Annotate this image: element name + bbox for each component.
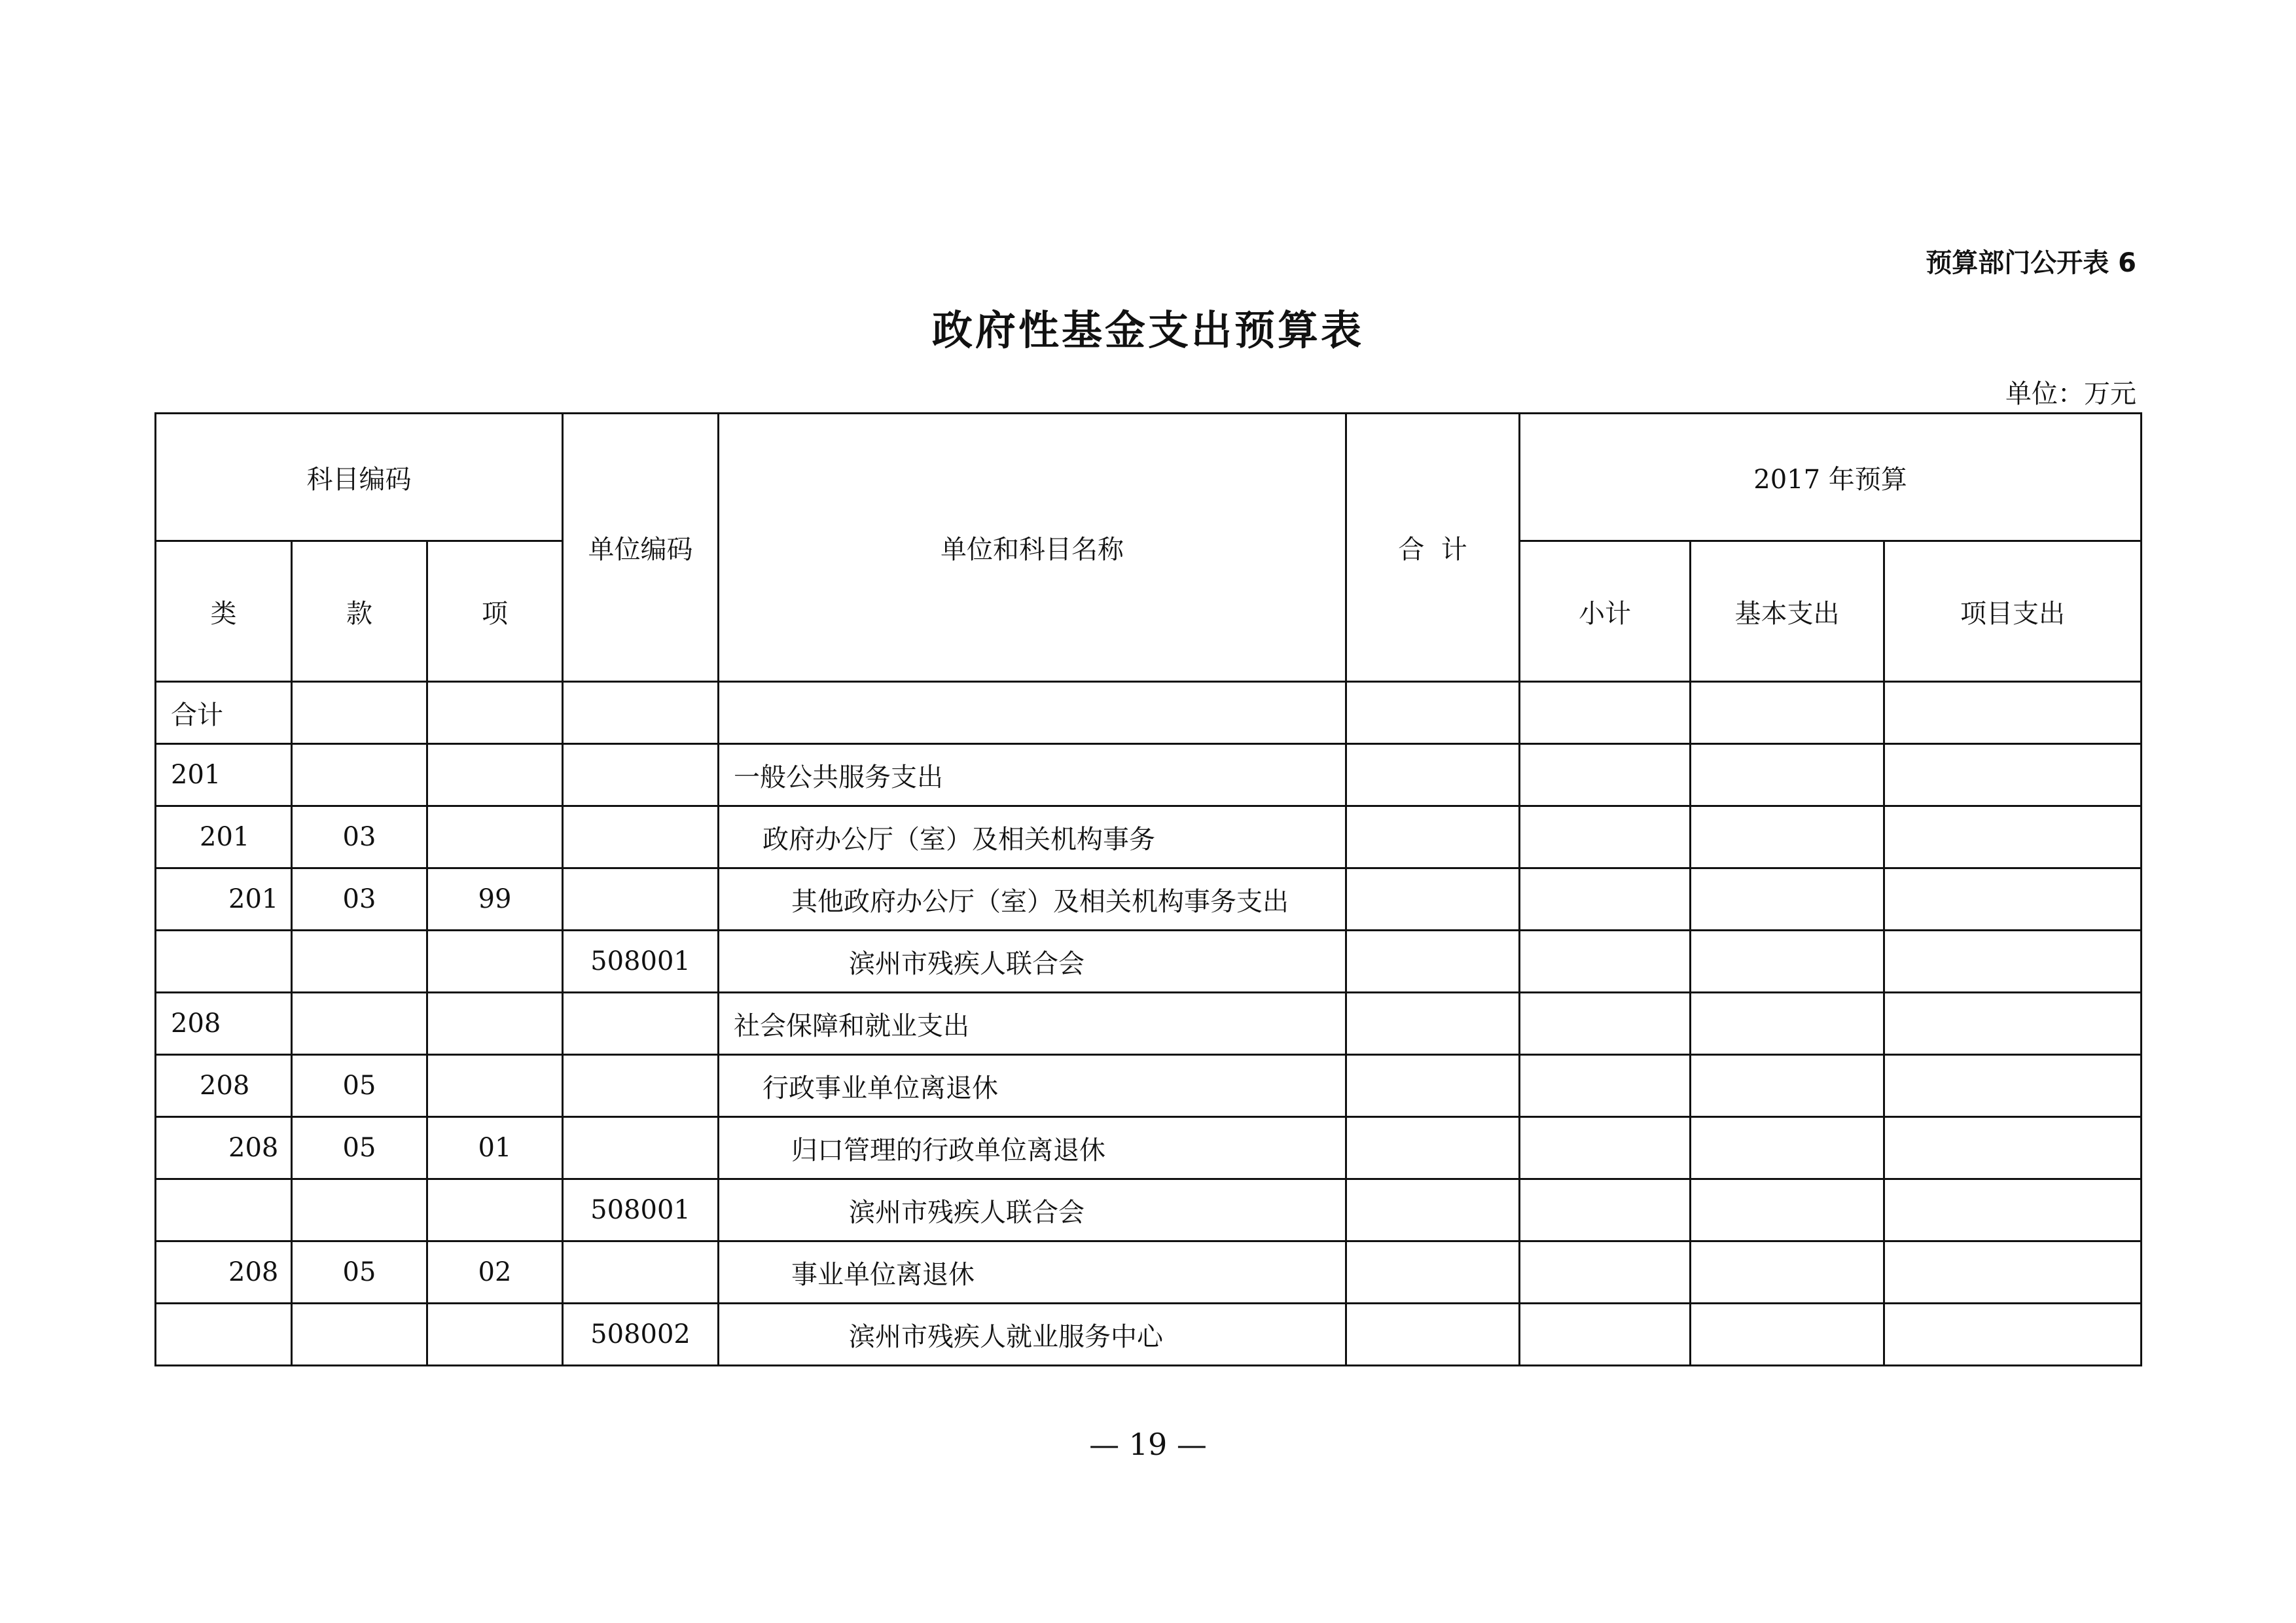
cell-unit-code <box>563 806 719 868</box>
cell-subtotal <box>1520 1304 1691 1366</box>
cell-section <box>292 993 427 1055</box>
table-row <box>156 1179 2142 1241</box>
cell-subtotal <box>1520 868 1691 931</box>
cell-project <box>1884 931 2142 993</box>
cell-basic <box>1691 1241 1884 1304</box>
cell-subtotal <box>1520 1117 1691 1179</box>
cell-section: 03 <box>292 868 427 931</box>
cell-name: 事业单位离退休 <box>719 1241 1346 1304</box>
cell-unit-code <box>563 1055 719 1117</box>
cell-item: 02 <box>427 1241 563 1304</box>
cell-name: 滨州市残疾人就业服务中心 <box>719 1304 1346 1366</box>
cell-section <box>292 1179 427 1241</box>
cell-total <box>1346 993 1520 1055</box>
cell-basic <box>1691 1055 1884 1117</box>
cell-unit-code <box>563 993 719 1055</box>
cell-name: 一般公共服务支出 <box>719 744 1346 806</box>
header-section: 款 <box>292 541 427 682</box>
cell-project <box>1884 1117 2142 1179</box>
table-row <box>156 868 2142 931</box>
header-unit-subject-name: 单位和科目名称 <box>719 414 1346 682</box>
table-row <box>156 931 2142 993</box>
table-row <box>156 1241 2142 1304</box>
header-budget-year: 2017 年预算 <box>1520 414 2142 541</box>
cell-project <box>1884 868 2142 931</box>
cell-basic <box>1691 993 1884 1055</box>
cell-name: 社会保障和就业支出 <box>719 993 1346 1055</box>
cell-total <box>1346 1241 1520 1304</box>
cell-item <box>427 1304 563 1366</box>
header-category: 类 <box>156 541 292 682</box>
header-basic-expenditure: 基本支出 <box>1691 541 1884 682</box>
cell-category: 208 <box>156 1241 292 1304</box>
cell-unit-code <box>563 1117 719 1179</box>
cell-item <box>427 1055 563 1117</box>
cell-category <box>156 931 292 993</box>
cell-item: 01 <box>427 1117 563 1179</box>
cell-unit-code <box>563 744 719 806</box>
cell-project <box>1884 1241 2142 1304</box>
cell-total <box>1346 1117 1520 1179</box>
cell-item <box>427 993 563 1055</box>
cell-basic <box>1691 744 1884 806</box>
header-total: 合 计 <box>1346 414 1520 682</box>
cell-total <box>1346 868 1520 931</box>
table-row <box>156 682 2142 744</box>
cell-subtotal <box>1520 1241 1691 1304</box>
cell-item <box>427 1179 563 1241</box>
cell-unit-code: 508001 <box>563 1179 719 1241</box>
cell-project <box>1884 1179 2142 1241</box>
table-row <box>156 744 2142 806</box>
cell-name: 滨州市残疾人联合会 <box>719 1179 1346 1241</box>
cell-project <box>1884 1055 2142 1117</box>
cell-item <box>427 682 563 744</box>
cell-total <box>1346 744 1520 806</box>
cell-subtotal <box>1520 744 1691 806</box>
cell-basic <box>1691 1117 1884 1179</box>
cell-category: 201 <box>156 868 292 931</box>
table-row <box>156 1304 2142 1366</box>
cell-section: 05 <box>292 1241 427 1304</box>
cell-unit-code <box>563 682 719 744</box>
cell-section: 05 <box>292 1117 427 1179</box>
cell-category: 208 <box>156 1117 292 1179</box>
table-row <box>156 1055 2142 1117</box>
cell-name: 政府办公厅（室）及相关机构事务 <box>719 806 1346 868</box>
cell-total <box>1346 1304 1520 1366</box>
cell-subtotal <box>1520 806 1691 868</box>
cell-item <box>427 806 563 868</box>
cell-project <box>1884 744 2142 806</box>
cell-category <box>156 1179 292 1241</box>
cell-name <box>719 682 1346 744</box>
cell-section <box>292 744 427 806</box>
header-unit-code: 单位编码 <box>563 414 719 682</box>
cell-total <box>1346 931 1520 993</box>
cell-name: 归口管理的行政单位离退休 <box>719 1117 1346 1179</box>
cell-project <box>1884 993 2142 1055</box>
cell-basic <box>1691 806 1884 868</box>
cell-unit-code: 508002 <box>563 1304 719 1366</box>
cell-name: 滨州市残疾人联合会 <box>719 931 1346 993</box>
cell-project <box>1884 1304 2142 1366</box>
cell-total <box>1346 1179 1520 1241</box>
cell-section <box>292 931 427 993</box>
cell-basic <box>1691 682 1884 744</box>
table-row <box>156 993 2142 1055</box>
cell-subtotal <box>1520 682 1691 744</box>
cell-basic <box>1691 931 1884 993</box>
table-body <box>156 414 2142 1366</box>
table-row <box>156 1117 2142 1179</box>
cell-total <box>1346 1055 1520 1117</box>
cell-category <box>156 1304 292 1366</box>
unit-label: 单位：万元 <box>2005 379 2136 409</box>
cell-section: 03 <box>292 806 427 868</box>
cell-subtotal <box>1520 1055 1691 1117</box>
cell-category: 201 <box>156 744 292 806</box>
cell-project <box>1884 806 2142 868</box>
cell-category: 208 <box>156 1055 292 1117</box>
cell-subtotal <box>1520 1179 1691 1241</box>
budget-table <box>154 412 2142 1366</box>
header-project-expenditure: 项目支出 <box>1884 541 2142 682</box>
cell-section: 05 <box>292 1055 427 1117</box>
cell-subtotal <box>1520 931 1691 993</box>
cell-name: 其他政府办公厅（室）及相关机构事务支出 <box>719 868 1346 931</box>
cell-item <box>427 744 563 806</box>
cell-total <box>1346 806 1520 868</box>
cell-unit-code: 508001 <box>563 931 719 993</box>
cell-item: 99 <box>427 868 563 931</box>
cell-unit-code <box>563 1241 719 1304</box>
cell-total <box>1346 682 1520 744</box>
cell-category: 208 <box>156 993 292 1055</box>
cell-basic <box>1691 1304 1884 1366</box>
form-number: 预算部门公开表 6 <box>1926 248 2136 278</box>
cell-project <box>1884 682 2142 744</box>
cell-name: 行政事业单位离退休 <box>719 1055 1346 1117</box>
cell-basic <box>1691 1179 1884 1241</box>
cell-section <box>292 682 427 744</box>
cell-subtotal <box>1520 993 1691 1055</box>
header-item: 项 <box>427 541 563 682</box>
cell-category: 合计 <box>156 682 292 744</box>
cell-category: 201 <box>156 806 292 868</box>
page-number: — 19 — <box>1089 1427 1207 1462</box>
cell-basic <box>1691 868 1884 931</box>
page-title: 政府性基金支出预算表 <box>931 306 1364 354</box>
header-subject-code: 科目编码 <box>156 414 563 541</box>
header-subtotal: 小计 <box>1520 541 1691 682</box>
cell-unit-code <box>563 868 719 931</box>
table-row <box>156 806 2142 868</box>
cell-item <box>427 931 563 993</box>
cell-section <box>292 1304 427 1366</box>
